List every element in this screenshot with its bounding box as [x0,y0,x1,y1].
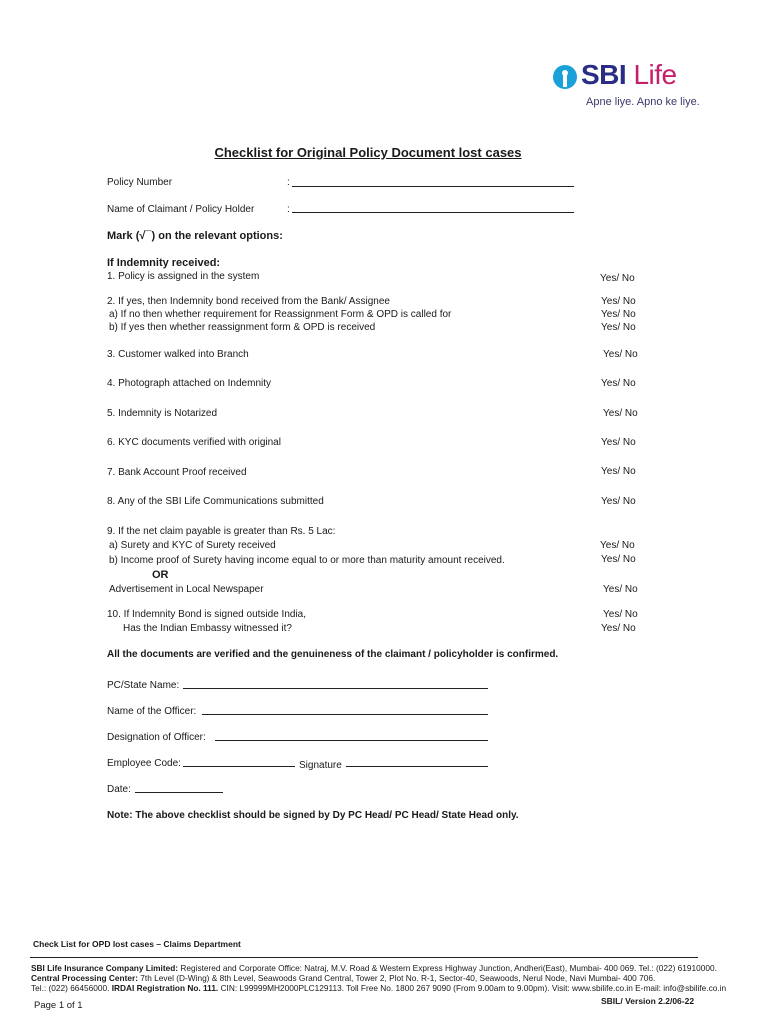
claimant-label: Name of Claimant / Policy Holder [107,204,255,215]
checklist-item-text: b) If yes then whether reassignment form & OPD is received [109,322,376,333]
footer-irdai-line: Tel.: (022) 66456000. IRDAI Registration No. 111. CIN: L99999MH2000PLC129113. Toll Free No. 1800 267 9090 (From 9.00am to 9.00pm). Visit: www.sbilife.co.in E-mail: info@sbilife.co.in [31,983,727,993]
signing-note: Note: The above checklist should be signed by Dy PC Head/ PC Head/ State Head only. [107,810,519,821]
checklist-item-text: 1. Policy is assigned in the system [107,271,260,282]
checklist-item-answer[interactable]: Yes/ No [603,408,638,419]
checklist-item-answer[interactable]: Yes/ No [600,540,635,551]
or-separator: OR [152,569,169,581]
policy-number-field[interactable] [292,186,574,187]
officer-name-field[interactable] [202,714,488,715]
footer-cpc-line: Central Processing Center: 7th Level (D-Wing) & 8th Level, Seawoods Grand Central, Tower 2, Plot No. R-1, Sector-40, Seawoods, Nerul Node, Navi Mumbai- 400 706. [31,973,656,983]
checklist-item-text: Advertisement in Local Newspaper [109,584,264,595]
pc-state-label: PC/State Name: [107,680,180,691]
checklist-item-text: 4. Photograph attached on Indemnity [107,378,272,389]
claimant-colon: : [287,204,290,215]
designation-field[interactable] [215,740,488,741]
checklist-item-answer[interactable]: Yes/ No [601,623,636,634]
checklist-item-text: 2. If yes, then Indemnity bond received from the Bank/ Assignee [107,296,390,307]
policy-number-label: Policy Number [107,177,173,188]
footer-doc-title: Check List for OPD lost cases – Claims Department [33,939,241,949]
checklist-item-text: a) Surety and KYC of Surety received [109,540,276,551]
logo-tagline: Apne liye. Apno ke liye. [586,96,700,108]
employee-code-field[interactable] [183,766,295,767]
checklist-item-text: 3. Customer walked into Branch [107,349,249,360]
officer-name-label: Name of the Officer: [107,706,197,717]
checklist-item-text: 9. If the net claim payable is greater than Rs. 5 Lac: [107,526,336,537]
checklist-item-text: 10. If Indemnity Bond is signed outside India, [107,609,307,620]
version-label: SBIL/ Version 2.2/06-22 [601,996,695,1006]
checklist-item-text: 6. KYC documents verified with original [107,437,281,448]
policy-number-colon: : [287,177,290,188]
date-field[interactable] [135,792,223,793]
checklist-item-answer[interactable]: Yes/ No [601,296,636,307]
sbi-keyhole-icon [553,65,577,89]
page-number: Page 1 of 1 [34,1000,83,1011]
checklist-item-answer[interactable]: Yes/ No [601,554,636,565]
checklist-item-answer[interactable]: Yes/ No [601,309,636,320]
checklist-item-text: Has the Indian Embassy witnessed it? [123,623,292,634]
date-label: Date: [107,784,131,795]
checklist-item-text: 5. Indemnity is Notarized [107,408,218,419]
signature-label: Signature [299,760,342,771]
footer-divider [30,957,698,958]
checklist-item-text: 8. Any of the SBI Life Communications submitted [107,496,324,507]
logo-wordmark: SBI Life [581,59,677,90]
checklist-item-answer[interactable]: Yes/ No [603,584,638,595]
checklist-item-answer[interactable]: Yes/ No [603,349,638,360]
checklist-item-answer[interactable]: Yes/ No [601,496,636,507]
mark-instruction: Mark (√¯) on the relevant options: [107,230,283,242]
pc-state-field[interactable] [183,688,488,689]
indemnity-heading: If Indemnity received: [107,257,221,269]
checklist-item-answer[interactable]: Yes/ No [601,437,636,448]
checklist-item-answer[interactable]: Yes/ No [600,273,635,284]
signature-field[interactable] [346,766,488,767]
designation-label: Designation of Officer: [107,732,206,743]
checklist-item-text: a) If no then whether requirement for Reassignment Form & OPD is called for [109,309,452,320]
checklist-item-text: b) Income proof of Surety having income equal to or more than maturity amount received. [109,555,505,566]
sbi-life-logo [553,59,713,112]
checklist-item-answer[interactable]: Yes/ No [603,609,638,620]
footer-company-line: SBI Life Insurance Company Limited: Registered and Corporate Office: Natraj, M.V. Road & Western Express Highway Junction, Andheri(East), Mumbai- 400 069. Tel.: (022) 61910000. [31,963,717,973]
checklist-item-answer[interactable]: Yes/ No [601,466,636,477]
employee-code-label: Employee Code: [107,758,181,769]
checklist-item-text: 7. Bank Account Proof received [107,467,247,478]
checklist-item-answer[interactable]: Yes/ No [601,378,636,389]
confirmation-statement: All the documents are verified and the genuineness of the claimant / policyholder is confirmed. [107,649,559,660]
page-title: Checklist for Original Policy Document lost cases [214,145,522,160]
claimant-field[interactable] [292,212,574,213]
checklist-item-answer[interactable]: Yes/ No [601,322,636,333]
